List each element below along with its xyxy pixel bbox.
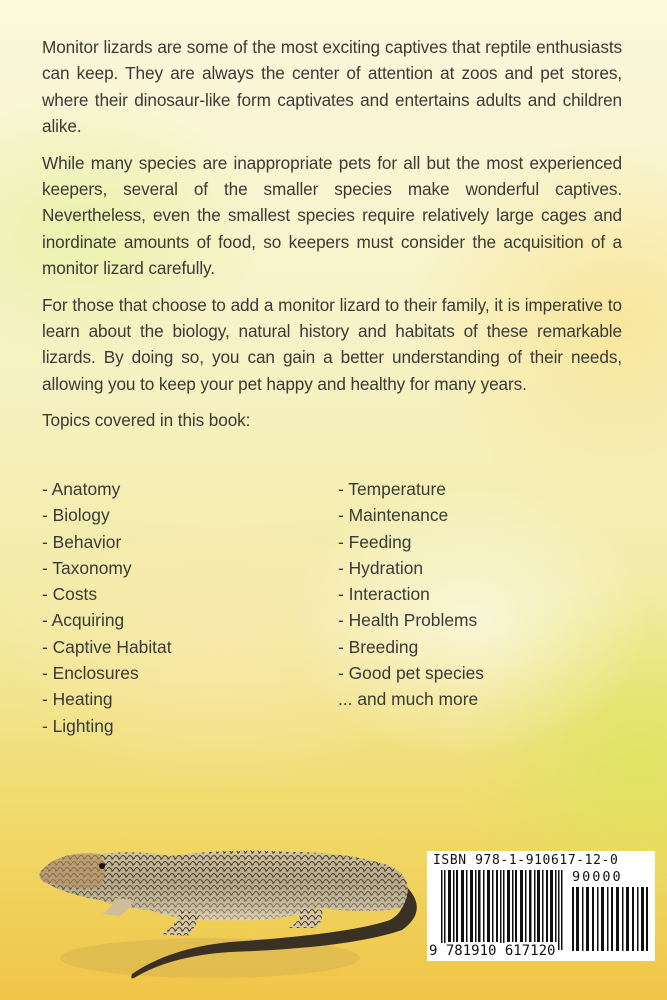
topic-item: - Anatomy [42,479,121,499]
topic-item: - Feeding [338,531,412,552]
isbn-barcode [427,851,655,961]
price-addon-code: 90000 [572,869,623,885]
topic-item: - Heating [42,689,113,710]
topic-item: - Temperature [338,479,446,499]
topic-item: - Breeding [338,636,419,657]
topic-item: - Maintenance [338,505,449,526]
topic-item: - Health Problems [338,610,478,631]
topic-item: - Captive Habitat [42,636,172,657]
topic-item: ... and much more [338,689,479,710]
paragraph-3: For those that choose to add a monitor lizard to their family, it is imperative to learn about the biology, natural history and habitats of these remarkable lizards. By doing so, you can gain a better understanding of their needs, allowing you to keep your pet happy and healthy for many years. [42,294,622,394]
topic-item: - Interaction [338,584,430,605]
isbn-number: ISBN 978-1-910617-12-0 [433,853,619,868]
topic-item: - Acquiring [42,610,125,631]
topic-item: - Lighting [42,715,114,736]
paragraph-1: Monitor lizards are some of the most exciting captives that reptile enthusiasts can keep. They are always the center of attention at zoos and pet stores, where their dinosaur-like form captivates and entertains adults and children alike. [42,37,622,137]
topics-column-left [42,476,338,739]
topics-list [42,476,642,739]
topics-column-right [338,476,628,739]
barcode-bars [441,870,563,950]
topic-item: - Biology [42,505,110,526]
topics-heading: Topics covered in this book: [42,410,251,431]
topic-item: - Costs [42,584,98,605]
monitor-lizard-image [30,830,430,990]
topic-item: - Enclosures [42,663,139,684]
topic-item: - Behavior [42,531,122,552]
addon-barcode-bars [572,887,648,951]
barcode-digits: 9 781910 617120 [429,943,556,959]
description-text [42,34,622,444]
paragraph-2: While many species are inappropriate pets for all but the most experienced keepers, several of the smaller species make wonderful captives. Nevertheless, even the smallest species require relatively large cages and inordinate amounts of food, so keepers must consider the acquisition of a monitor lizard carefully. [42,152,622,279]
topic-item: - Good pet species [338,663,484,684]
topic-item: - Hydration [338,557,424,578]
topic-item: - Taxonomy [42,557,132,578]
